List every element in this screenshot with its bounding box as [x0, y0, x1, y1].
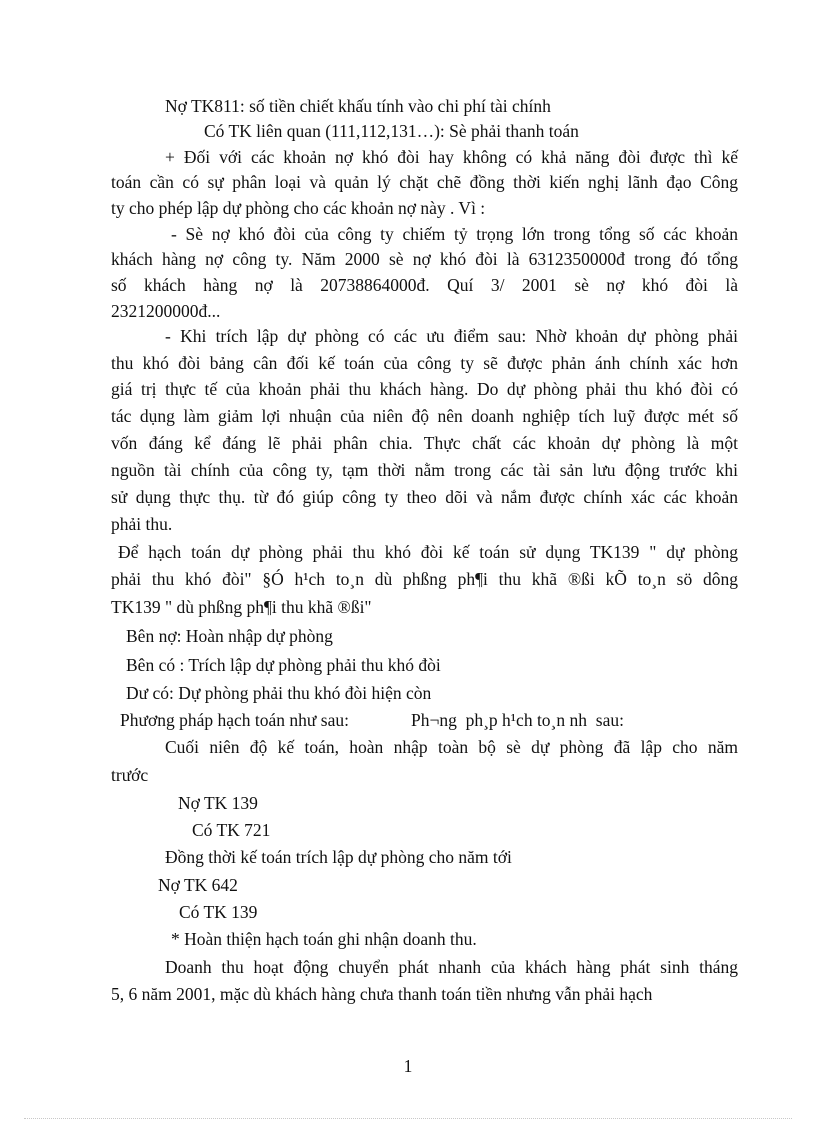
text-line: Cuối niên độ kế toán, hoàn nhập toàn bộ sè dự phòng đã lập cho năm — [165, 737, 738, 757]
text-line: Có TK liên quan (111,112,131…): Sè phải thanh toán — [204, 121, 579, 141]
text-line: - Khi trích lập dự phòng có các ưu điểm sau: Nhờ khoản dự phòng phải — [165, 326, 738, 346]
text-line: Doanh thu hoạt động chuyển phát nhanh của khách hàng phát sinh tháng — [165, 957, 738, 977]
text-line: Dư có: Dự phòng phải thu khó đòi hiện còn — [126, 683, 432, 703]
text-line: tác dụng làm giảm lợi nhuận của niên độ nên doanh nghiệp tích luỹ được mét số — [111, 406, 738, 426]
text-line: Đồng thời kế toán trích lập dự phòng cho năm tới — [165, 847, 512, 867]
text-line: nguồn tài chính của công ty, tạm thời nằm trong các tài sản lưu động trước khi — [111, 460, 738, 480]
text-line: khách hàng nợ công ty. Năm 2000 sè nợ khó đòi là 6312350000đ trong đó tổng — [111, 249, 738, 269]
text-line: 5, 6 năm 2001, mặc dù khách hàng chưa thanh toán tiền nhưng vẫn phải hạch — [111, 984, 653, 1004]
page-bottom-divider — [24, 1118, 792, 1119]
text-line: Có TK 721 — [192, 820, 271, 840]
text-line: Nợ TK 642 — [158, 875, 238, 895]
text-line: số khách hàng nợ là 20738864000đ. Quí 3/ 2001 sè nợ khó đòi là — [111, 275, 738, 295]
text-line: Để hạch toán dự phòng phải thu khó đòi kế toán sử dụng TK139 " dự phòng — [118, 542, 738, 562]
text-line: TK139 " dù phßng ph¶i thu khã ®ßi" — [111, 597, 372, 617]
text-line: Phương pháp hạch toán như sau: — [120, 710, 349, 730]
text-line: giá trị thực tế của khoản phải thu khách hàng. Do dự phòng phải thu khó đòi có — [111, 379, 738, 399]
text-line: ty cho phép lập dự phòng cho các khoản nợ này . Vì : — [111, 198, 486, 218]
text-line: Bên nợ: Hoàn nhập dự phòng — [126, 626, 333, 646]
text-line: vốn đáng kể đáng lẽ phải phân chia. Thực chất các khoản dự phòng là một — [111, 433, 738, 453]
text-line: - Sè nợ khó đòi của công ty chiếm tỷ trọng lớn trong tổng số các khoản — [171, 224, 738, 244]
text-line: + Đối với các khoản nợ khó đòi hay không có khả năng đòi được thì kế — [165, 147, 738, 167]
text-line: phải thu. — [111, 514, 173, 534]
text-line: Bên có : Trích lập dự phòng phải thu khó đòi — [126, 655, 441, 675]
text-line: thu khó đòi bảng cân đối kế toán của công ty sẽ được phản ánh chính xác hơn — [111, 353, 738, 373]
text-line: trước — [111, 765, 149, 785]
text-line: sử dụng thực thụ. từ đó giúp công ty theo dõi và nắm được chính xác các khoản — [111, 487, 738, 507]
text-line: Nợ TK811: số tiền chiết khấu tính vào chi phí tài chính — [165, 96, 551, 116]
text-line: phải thu khó đòi" §Ó h¹ch to¸n dù phßng ph¶i thu khã ®ßi kÕ to¸n sö dông — [111, 569, 738, 589]
text-line: Ph¬ng ph¸p h¹ch to¸n nh sau: — [411, 710, 624, 730]
text-line: Có TK 139 — [179, 902, 258, 922]
text-line: toán cần có sự phân loại và quản lý chặt chẽ đồng thời kiến nghị lãnh đạo Công — [111, 172, 738, 192]
text-line: Nợ TK 139 — [178, 793, 258, 813]
text-line: * Hoàn thiện hạch toán ghi nhận doanh thu. — [171, 929, 477, 949]
page-number: 1 — [403, 1056, 413, 1076]
text-line: 2321200000đ... — [111, 301, 221, 321]
